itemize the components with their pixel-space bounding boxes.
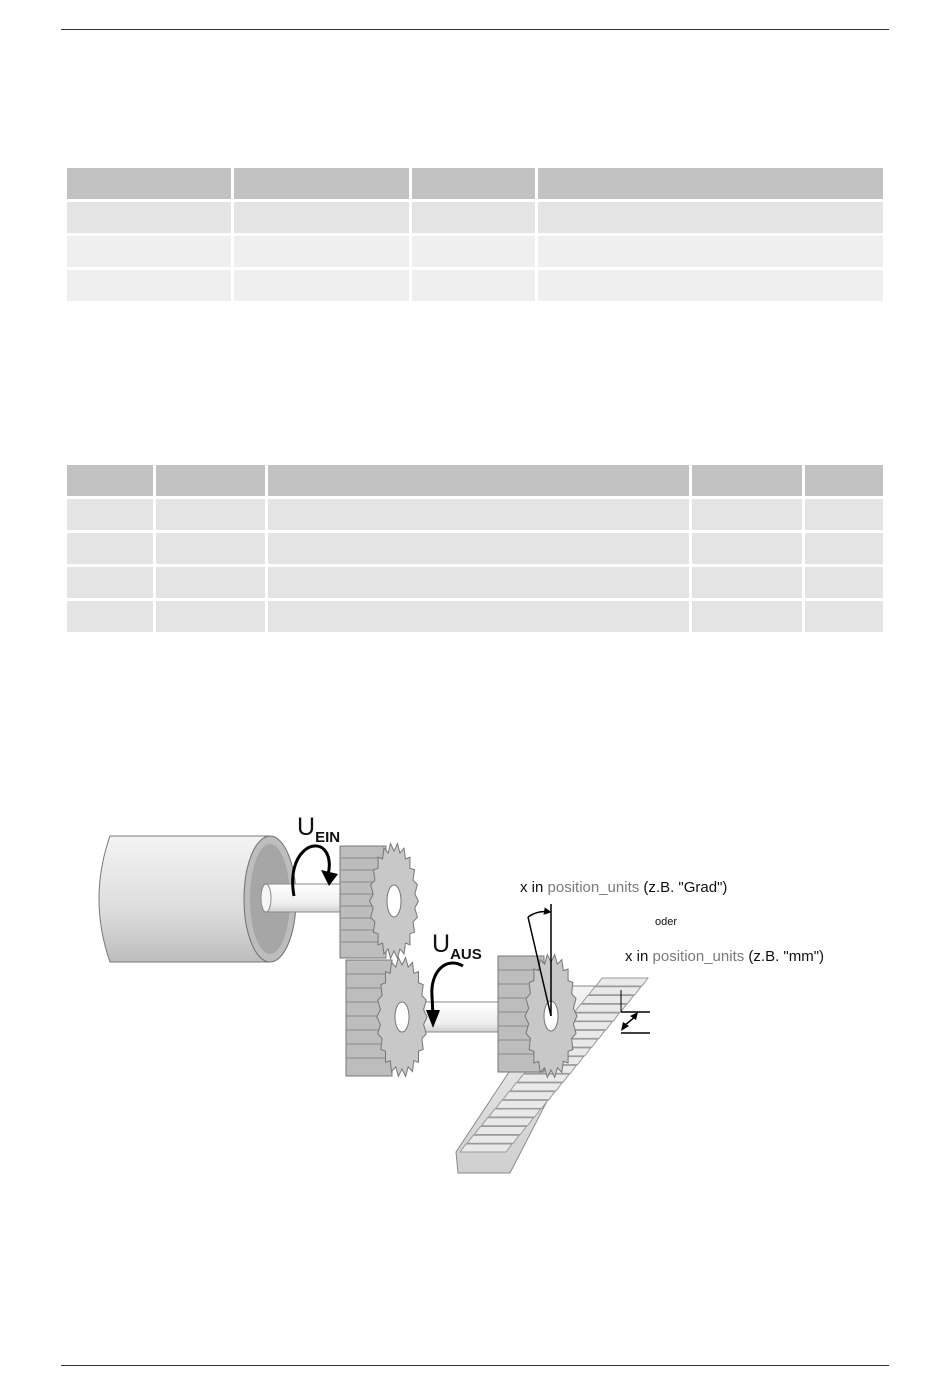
- u-ein-sub: EIN: [315, 829, 341, 846]
- header-cell: [268, 465, 689, 496]
- linear-label-unit: position_units: [652, 948, 745, 965]
- header-rule: [61, 29, 889, 30]
- table-cell: [156, 567, 265, 598]
- table-row: [67, 499, 883, 530]
- header-cell: [692, 465, 802, 496]
- table-cell: [412, 236, 535, 267]
- angle-label-unit: position_units: [547, 879, 640, 896]
- header-cell: [234, 168, 409, 199]
- table-cell: [805, 499, 883, 530]
- table-cell: [412, 270, 535, 301]
- header-cell: [412, 168, 535, 199]
- table-row: [67, 601, 883, 632]
- output-gear-left: [346, 958, 427, 1077]
- linear-label-suffix: (z.B. "mm"): [744, 948, 825, 965]
- table-header-row: [67, 465, 883, 496]
- table-cell: [234, 236, 409, 267]
- table-row: [67, 567, 883, 598]
- table-cell: [692, 533, 802, 564]
- table-cell: [538, 270, 883, 301]
- table-row: [67, 236, 883, 267]
- table-row: [67, 270, 883, 301]
- table-cell: [805, 601, 883, 632]
- table-cell: [412, 202, 535, 233]
- gear-rack-diagram: [80, 800, 880, 1190]
- table-cell: [156, 601, 265, 632]
- table-cell: [156, 499, 265, 530]
- header-cell: [67, 168, 231, 199]
- u-aus-label: [432, 930, 482, 963]
- table-cell: [692, 601, 802, 632]
- table-cell: [268, 601, 689, 632]
- table-cell: [234, 202, 409, 233]
- table-cell: [805, 533, 883, 564]
- table-cell: [67, 601, 153, 632]
- table-cell: [67, 567, 153, 598]
- table-cell: [156, 533, 265, 564]
- header-cell: [805, 465, 883, 496]
- u-ein-label: [297, 813, 340, 846]
- header-cell: [538, 168, 883, 199]
- table-cell: [268, 533, 689, 564]
- input-gear: [340, 844, 418, 959]
- table-cell: [692, 499, 802, 530]
- table-1: [64, 165, 886, 304]
- angle-label-prefix: x in: [520, 879, 548, 896]
- or-label: oder: [655, 916, 678, 928]
- linear-label-prefix: x in: [625, 948, 653, 965]
- table-row: [67, 533, 883, 564]
- u-aus-sub: AUS: [450, 946, 482, 963]
- table-cell: [67, 202, 231, 233]
- linear-position-label: [625, 948, 824, 965]
- table-cell: [538, 202, 883, 233]
- header-cell: [67, 465, 153, 496]
- angle-label-suffix: (z.B. "Grad"): [639, 879, 728, 896]
- header-cell: [156, 465, 265, 496]
- table-cell: [538, 236, 883, 267]
- table-cell: [268, 499, 689, 530]
- table-row: [67, 202, 883, 233]
- table-header-row: [67, 168, 883, 199]
- u-aus-main: U: [432, 930, 451, 958]
- table-cell: [67, 236, 231, 267]
- u-ein-main: U: [297, 813, 316, 841]
- table-cell: [805, 567, 883, 598]
- angle-position-label: [520, 879, 727, 896]
- footer-rule: [61, 1365, 889, 1366]
- pinion-gear: [498, 955, 577, 1078]
- table-cell: [692, 567, 802, 598]
- table-cell: [67, 499, 153, 530]
- table-cell: [234, 270, 409, 301]
- table-cell: [67, 533, 153, 564]
- table-2: [64, 462, 886, 635]
- table-cell: [268, 567, 689, 598]
- table-cell: [67, 270, 231, 301]
